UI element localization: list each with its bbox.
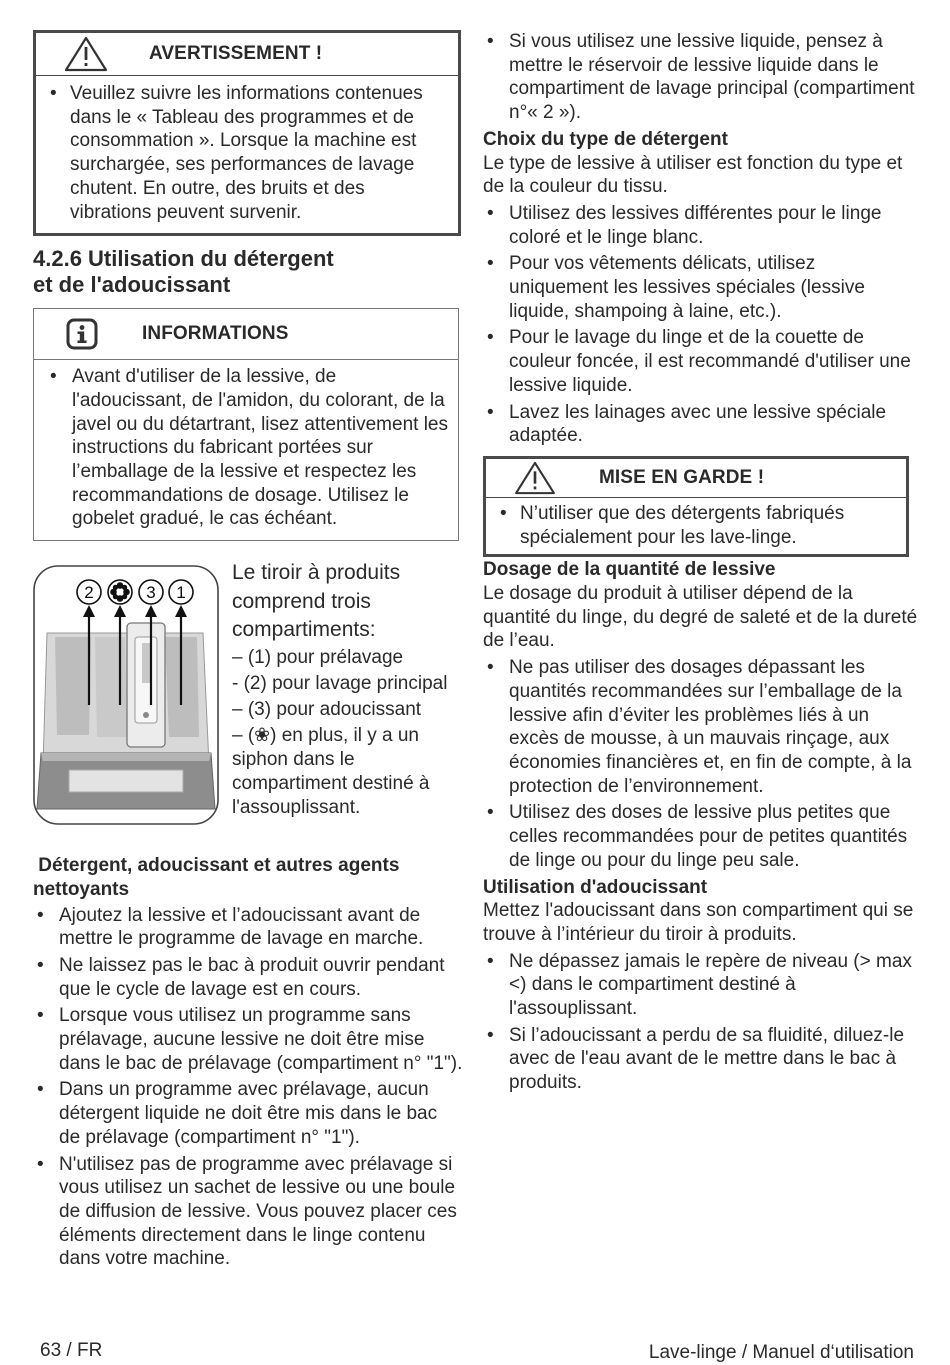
list-item: • Lavez les lainages avec une lessive spéciale adaptée. [483, 401, 918, 448]
warning-box-body [36, 76, 458, 233]
warning-item: • Veuillez suivre les informations contenues dans le « Tableau des programmes et de consommation ». Lorsque la machine est surchargée, ses performances de lavage chutent. En outre, des bruits et des vibrations peuvent survenir. [48, 82, 448, 224]
softener-heading: Utilisation d'adoucissant [483, 876, 708, 898]
list-item: • Ne dépassez jamais le repère de niveau (> max <) dans le compartiment destiné à l'assouplissant. [483, 950, 918, 1021]
section-title [33, 246, 463, 298]
warning-title: AVERTISSEMENT ! [149, 43, 323, 64]
list-item: • Si l’adoucissant a perdu de sa fluidité, diluez-le avec de l'eau avant de le mettre dans le bac à produits. [483, 1024, 918, 1095]
list-item: • Si vous utilisez une lessive liquide, pensez à mettre le réservoir de lessive liquide dans le compartiment de lavage principal (compartiment n°« 2 »). [483, 30, 918, 125]
dosage-heading: Dosage de la quantité de lessive [483, 559, 776, 581]
info-box [33, 308, 459, 541]
section-title-line2: et de l'adoucissant [33, 272, 231, 298]
choice-heading: Choix du type de détergent [483, 128, 728, 150]
drawer-line: - (2) pour lavage principal [232, 672, 448, 694]
left-column [33, 30, 463, 1274]
dosage-intro: Le dosage du produit à utiliser dépend de la quantité du linge, du degré de saleté et de la dureté de l’eau. [483, 583, 918, 652]
info-box-header [34, 309, 458, 360]
info-title: INFORMATIONS [142, 323, 289, 345]
detergent-heading: Détergent, adoucissant et autres agents nettoyants [33, 855, 405, 900]
caution-item: • N’utiliser que des détergents fabriqués spécialement pour les lave-linge. [498, 502, 896, 549]
list-item: • N'utilisez pas de programme avec prélavage si vous utilisez un sachet de lessive ou une boule de diffusion de lessive. Vous pouvez placer ces éléments directement dans le linge contenu dans votre machine. [33, 1153, 463, 1272]
list-item: • Pour le lavage du linge et de la couette de couleur foncée, il est recommandé d'utiliser une lessive liquide. [483, 326, 918, 397]
caution-box-body [486, 498, 906, 554]
choice-intro: Le type de lessive à utiliser est fonction du type et de la couleur du tissu. [483, 152, 903, 198]
drawer-figure-row [33, 559, 463, 844]
drawer-line: – (3) pour adoucissant [232, 698, 422, 720]
drawer-description [232, 559, 464, 820]
softener-list [483, 950, 918, 1095]
list-item: • Dans un programme avec prélavage, aucun détergent liquide ne doit être mis dans le bac de prélavage (compartiment n° "1"). [33, 1078, 463, 1149]
list-item: • Ne pas utiliser des dosages dépassant les quantités recommandées sur l’emballage de la lessive afin d’éviter les problèmes liés à un excès de mousse, à un mauvais rinçage, aux économies financières et, en fin de compte, à la protection de l’environnement. [483, 656, 918, 798]
list-item: • Ne laissez pas le bac à produit ouvrir pendant que le cycle de lavage est en cours. [33, 954, 463, 1001]
warning-box-header [36, 33, 458, 76]
info-icon [66, 318, 98, 350]
section-title-line1: 4.2.6 Utilisation du détergent [33, 246, 334, 272]
compartment-label-1: 1 [176, 583, 186, 603]
list-item: • Utilisez des lessives différentes pour le linge coloré et le linge blanc. [483, 202, 918, 249]
warning-box [33, 30, 461, 236]
caution-box-header [486, 459, 906, 498]
list-item: • Lorsque vous utilisez un programme sans prélavage, aucune lessive ne doit être mise dans le bac de prélavage (compartiment n° "1"). [33, 1004, 463, 1075]
list-item: • Pour vos vêtements délicats, utilisez uniquement les lessives spéciales (lessive liquide, shampoing à laine, etc.). [483, 252, 918, 323]
drawer-line: – (1) pour prélavage [232, 646, 404, 668]
dosage-list [483, 656, 918, 872]
manual-title: Lave-linge / Manuel d‘utilisation [648, 1342, 914, 1363]
page-number: 63 / FR [40, 1340, 103, 1361]
warning-triangle-icon [64, 36, 108, 72]
list-item: • Ajoutez la lessive et l’adoucissant avant de mettre le programme de lavage en marche. [33, 904, 463, 951]
compartment-label-2: 2 [84, 583, 94, 603]
softener-intro: Mettez l'adoucissant dans son compartiment qui se trouve à l’intérieur du tiroir à produits. [483, 900, 914, 945]
choice-list [483, 202, 918, 448]
compartment-label-3: 3 [146, 583, 156, 603]
drawer-line: – (❀) en plus, il y a un siphon dans le compartiment destiné à l'assouplissant. [232, 724, 430, 818]
info-box-body [34, 360, 458, 540]
info-item: • Avant d'utiliser de la lessive, de l'adoucissant, de l'amidon, du colorant, de la javel ou du détartrant, lisez attentivement les instructions du fabricant portées sur l’emballage de la lessive et respectez les recommandations de dosage. Utilisez le gobelet gradué, le cas échéant. [46, 365, 450, 531]
right-top-list [483, 30, 918, 125]
caution-box [483, 456, 909, 557]
warning-triangle-icon [514, 461, 556, 495]
caution-title: MISE EN GARDE ! [599, 466, 765, 488]
detergent-list [33, 904, 463, 1272]
right-column [483, 30, 918, 1098]
drawer-intro: Le tiroir à produits comprend trois compartiments: [232, 561, 401, 642]
detergent-drawer-illustration [33, 565, 219, 827]
list-item: • Utilisez des doses de lessive plus petites que celles recommandées pour de petites quantités de linge ou pour du linge peu sale. [483, 801, 918, 872]
